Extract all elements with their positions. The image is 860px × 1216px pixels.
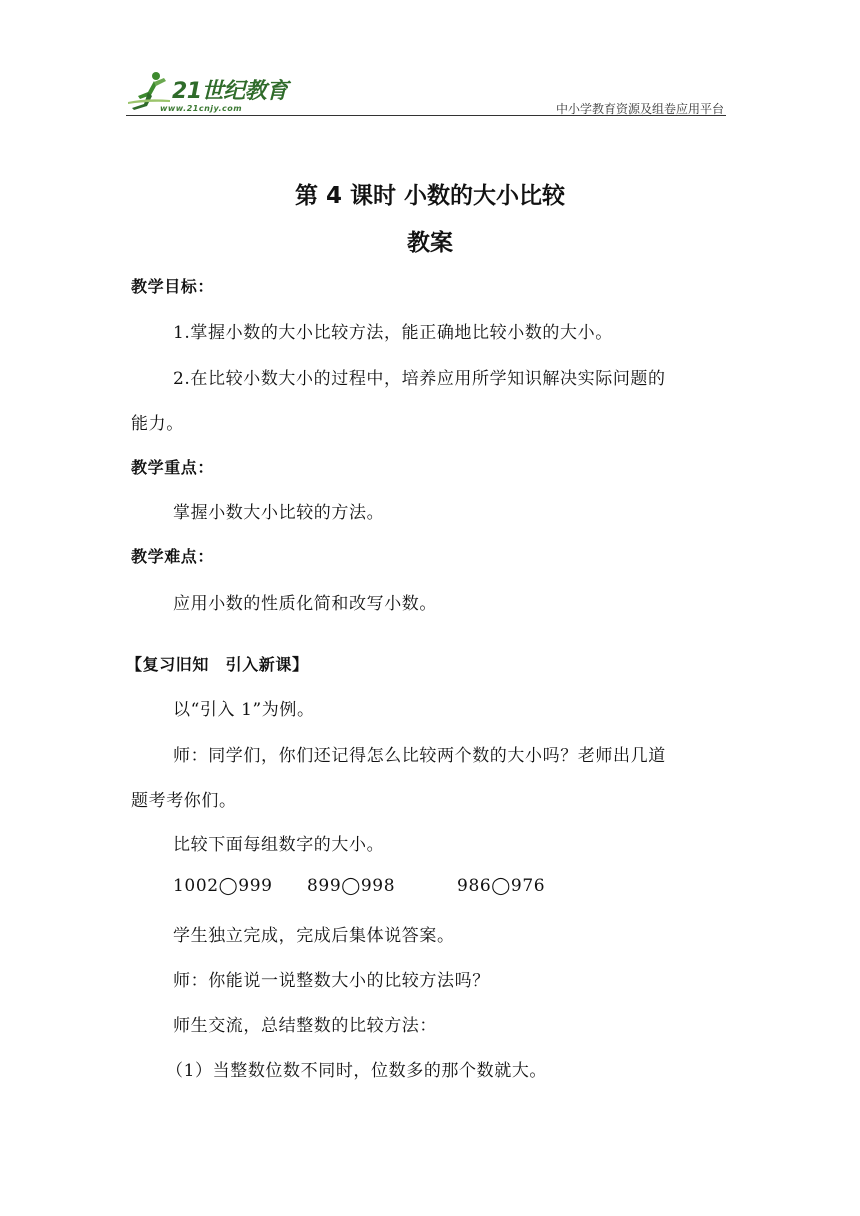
platform-label: 中小学教育资源及组卷应用平台 bbox=[555, 102, 724, 116]
doc-title: 第 4 课时 小数的大小比较 bbox=[294, 183, 566, 209]
key-text: 掌握小数大小比较的方法。 bbox=[173, 503, 385, 523]
comparison-item: 986◯976 bbox=[457, 876, 546, 896]
paragraph: （1）当整数位数不同时，位数多的那个数就大。 bbox=[166, 1061, 548, 1081]
key-heading: 教学重点： bbox=[131, 458, 215, 477]
goal-2: 2.在比较小数大小的过程中，培养应用所学知识解决实际问题的 bbox=[173, 369, 666, 389]
comparison-row bbox=[173, 876, 545, 896]
paragraph: 学生独立完成，完成后集体说答案。 bbox=[173, 926, 455, 946]
difficulty-heading: 教学难点： bbox=[131, 547, 215, 566]
paragraph: 比较下面每组数字的大小。 bbox=[173, 835, 385, 855]
doc-subtitle: 教案 bbox=[407, 230, 453, 256]
paragraph: 师：你能说一说整数大小的比较方法吗？ bbox=[173, 971, 490, 991]
comparison-item: 1002◯999 bbox=[173, 876, 273, 896]
goal-1: 1.掌握小数的大小比较方法，能正确地比较小数的大小。 bbox=[173, 323, 613, 343]
paragraph-cont: 题考考你们。 bbox=[131, 791, 237, 811]
paragraph: 师：同学们，你们还记得怎么比较两个数的大小吗？老师出几道 bbox=[173, 746, 666, 766]
logo-text: 21世纪教育 bbox=[172, 79, 288, 104]
comparison-item: 899◯998 bbox=[307, 876, 396, 896]
logo-url: www.21cnjy.com bbox=[160, 104, 243, 113]
difficulty-text: 应用小数的性质化简和改写小数。 bbox=[173, 594, 437, 614]
header-divider bbox=[126, 115, 726, 116]
goal-2-cont: 能力。 bbox=[131, 414, 184, 434]
goal-heading: 教学目标： bbox=[131, 277, 215, 296]
section-heading: 【复习旧知 引入新课】 bbox=[126, 655, 309, 674]
paragraph: 以“引入 1”为例。 bbox=[173, 700, 315, 720]
page-header bbox=[126, 66, 726, 118]
logo bbox=[126, 66, 296, 116]
paragraph: 师生交流，总结整数的比较方法： bbox=[173, 1016, 437, 1036]
